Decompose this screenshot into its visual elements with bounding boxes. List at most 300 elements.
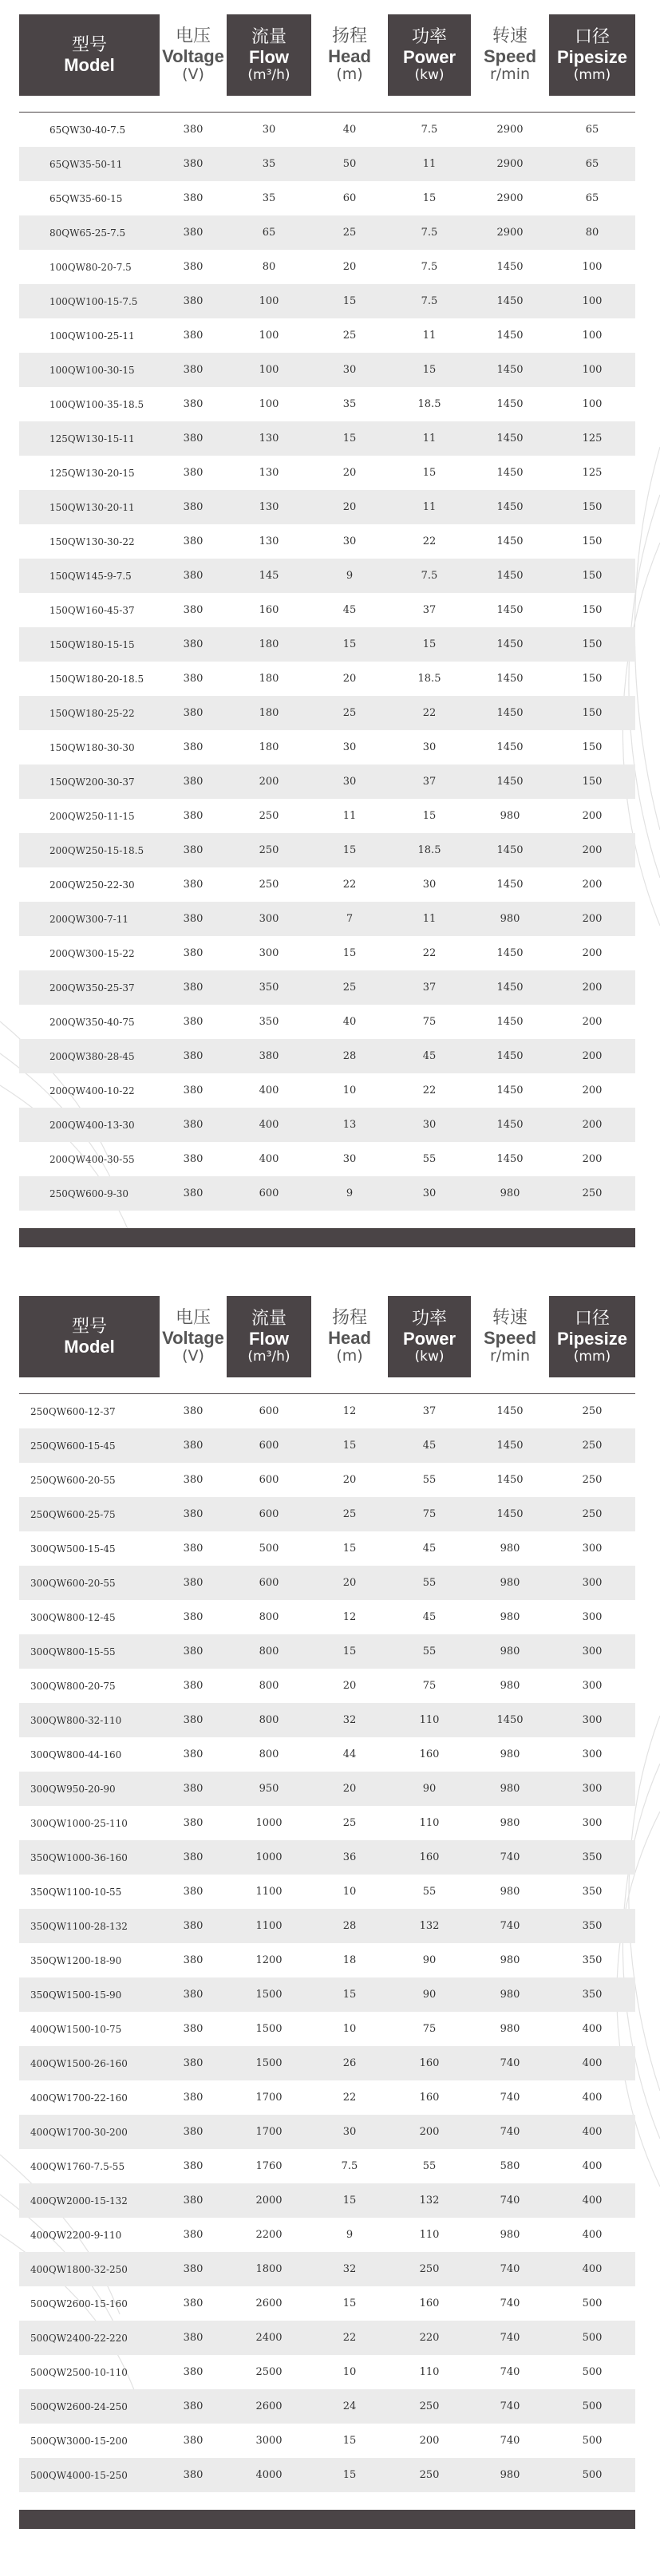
cell-power: 15	[422, 810, 437, 822]
cell-voltage: 380	[183, 398, 204, 410]
cell-head: 24	[342, 2400, 357, 2412]
cell-model: 300QW800-20-75	[30, 1680, 116, 1692]
cell-speed: 980	[500, 1577, 520, 1589]
cell-power: 11	[422, 330, 437, 342]
cell-power: 90	[422, 1954, 437, 1966]
cell-flow: 600	[259, 1474, 279, 1486]
cell-power: 75	[422, 1016, 437, 1028]
cell-model: 400QW1760-7.5-55	[30, 2160, 125, 2172]
cell-head: 15	[342, 1543, 357, 1555]
cell-power: 75	[422, 1680, 437, 1692]
cell-power: 160	[419, 1748, 440, 1760]
header-underline	[19, 1377, 635, 1394]
cell-model: 400QW1500-10-75	[30, 2023, 122, 2035]
cell-head: 32	[342, 2263, 357, 2275]
cell-speed: 740	[500, 2195, 520, 2207]
table-row	[19, 799, 635, 833]
cell-power: 110	[419, 1817, 440, 1829]
cell-speed: 2900	[496, 124, 524, 136]
cell-speed: 1450	[496, 1085, 524, 1096]
cell-model: 200QW250-15-18.5	[49, 844, 144, 856]
cell-voltage: 380	[183, 2435, 204, 2447]
cell-voltage: 380	[183, 879, 204, 891]
cell-voltage: 380	[183, 433, 204, 444]
cell-model: 300QW800-15-55	[30, 1646, 116, 1657]
cell-model: 400QW1800-32-250	[30, 2263, 128, 2275]
cell-pipesize: 100	[582, 261, 603, 273]
cell-model: 500QW3000-15-200	[30, 2435, 128, 2447]
table-row	[19, 113, 635, 147]
table-row	[19, 1428, 635, 1463]
cell-speed: 580	[500, 2160, 520, 2172]
cell-speed: 740	[500, 2057, 520, 2069]
cell-power: 250	[419, 2469, 440, 2481]
cell-flow: 500	[259, 1543, 279, 1555]
cell-speed: 980	[500, 1989, 520, 2001]
table-row	[19, 765, 635, 799]
cell-flow: 65	[262, 227, 276, 239]
cell-flow: 250	[259, 810, 279, 822]
cell-power: 45	[422, 1543, 437, 1555]
cell-head: 15	[342, 2435, 357, 2447]
section-footer-bar	[19, 2510, 635, 2529]
cell-flow: 2600	[255, 2297, 283, 2309]
cell-model: 65QW35-60-15	[49, 192, 123, 204]
cell-pipesize: 250	[582, 1187, 603, 1199]
cell-flow: 100	[259, 330, 279, 342]
cell-pipesize: 300	[582, 1680, 603, 1692]
cell-flow: 1760	[255, 2160, 283, 2172]
cell-speed: 980	[500, 1611, 520, 1623]
header-power: 功率 Power (kw)	[388, 1296, 471, 1377]
cell-speed: 1450	[496, 1405, 524, 1417]
cell-power: 90	[422, 1783, 437, 1795]
cell-model: 350QW1200-18-90	[30, 1954, 122, 1966]
cell-flow: 1000	[255, 1851, 283, 1863]
cell-pipesize: 500	[582, 2400, 603, 2412]
table-body	[19, 1394, 635, 2492]
cell-model: 150QW130-30-22	[49, 535, 135, 547]
cell-pipesize: 500	[582, 2332, 603, 2344]
cell-model: 400QW2000-15-132	[30, 2195, 128, 2207]
cell-speed: 980	[500, 1680, 520, 1692]
cell-speed: 1450	[496, 1440, 524, 1452]
cell-power: 45	[422, 1611, 437, 1623]
cell-model: 300QW950-20-90	[30, 1783, 116, 1795]
table-row	[19, 1394, 635, 1428]
header-voltage: 电压 Voltage (V)	[160, 1296, 227, 1377]
cell-flow: 300	[259, 913, 279, 925]
cell-speed: 1450	[496, 604, 524, 616]
cell-voltage: 380	[183, 1886, 204, 1898]
cell-model: 150QW160-45-37	[49, 604, 135, 616]
cell-voltage: 380	[183, 638, 204, 650]
cell-speed: 1450	[496, 879, 524, 891]
cell-head: 15	[342, 1440, 357, 1452]
cell-power: 200	[419, 2435, 440, 2447]
cell-power: 11	[422, 158, 437, 170]
cell-speed: 1450	[496, 364, 524, 376]
cell-power: 22	[422, 707, 437, 719]
cell-speed: 1450	[496, 535, 524, 547]
table-row	[19, 970, 635, 1005]
cell-flow: 800	[259, 1714, 279, 1726]
table-row	[19, 2149, 635, 2183]
cell-pipesize: 150	[582, 741, 603, 753]
cell-pipesize: 65	[585, 158, 599, 170]
cell-head: 40	[342, 124, 357, 136]
cell-speed: 1450	[496, 570, 524, 582]
cell-voltage: 380	[183, 604, 204, 616]
cell-speed: 980	[500, 810, 520, 822]
cell-flow: 35	[262, 158, 276, 170]
cell-pipesize: 500	[582, 2297, 603, 2309]
cell-pipesize: 200	[582, 1050, 603, 1062]
cell-pipesize: 200	[582, 1153, 603, 1165]
table-row	[19, 181, 635, 215]
cell-flow: 200	[259, 776, 279, 788]
cell-voltage: 380	[183, 1920, 204, 1932]
cell-speed: 740	[500, 1920, 520, 1932]
table-row	[19, 2115, 635, 2149]
cell-speed: 1450	[496, 1050, 524, 1062]
cell-head: 20	[342, 501, 357, 513]
cell-model: 500QW2400-22-220	[30, 2332, 128, 2344]
table-row	[19, 1531, 635, 1566]
cell-voltage: 380	[183, 1474, 204, 1486]
cell-voltage: 380	[183, 2057, 204, 2069]
cell-flow: 350	[259, 1016, 279, 1028]
cell-head: 10	[342, 1886, 357, 1898]
cell-head: 60	[342, 192, 357, 204]
cell-voltage: 380	[183, 1543, 204, 1555]
cell-flow: 35	[262, 192, 276, 204]
cell-model: 150QW180-15-15	[49, 638, 135, 650]
cell-flow: 180	[259, 741, 279, 753]
cell-flow: 1800	[255, 2263, 283, 2275]
cell-voltage: 380	[183, 741, 204, 753]
cell-model: 500QW2600-24-250	[30, 2400, 128, 2412]
cell-speed: 1450	[496, 638, 524, 650]
cell-speed: 740	[500, 2092, 520, 2104]
cell-power: 110	[419, 2229, 440, 2241]
cell-voltage: 380	[183, 1050, 204, 1062]
cell-pipesize: 150	[582, 673, 603, 685]
table-row	[19, 2046, 635, 2080]
cell-pipesize: 200	[582, 1085, 603, 1096]
cell-power: 160	[419, 1851, 440, 1863]
cell-voltage: 380	[183, 158, 204, 170]
cell-speed: 1450	[496, 982, 524, 994]
cell-head: 20	[342, 673, 357, 685]
table-row	[19, 1909, 635, 1943]
cell-head: 15	[342, 2297, 357, 2309]
cell-head: 7	[346, 913, 354, 925]
cell-pipesize: 65	[585, 192, 599, 204]
cell-model: 400QW1700-30-200	[30, 2126, 128, 2138]
cell-flow: 1500	[255, 2023, 283, 2035]
cell-flow: 600	[259, 1405, 279, 1417]
cell-voltage: 380	[183, 707, 204, 719]
cell-pipesize: 300	[582, 1577, 603, 1589]
cell-speed: 2900	[496, 158, 524, 170]
cell-pipesize: 300	[582, 1783, 603, 1795]
cell-pipesize: 150	[582, 501, 603, 513]
table-row	[19, 524, 635, 559]
cell-voltage: 380	[183, 1119, 204, 1131]
cell-speed: 1450	[496, 776, 524, 788]
cell-speed: 740	[500, 2297, 520, 2309]
cell-model: 200QW250-22-30	[49, 879, 135, 891]
cell-model: 125QW130-15-11	[49, 433, 135, 444]
cell-voltage: 380	[183, 261, 204, 273]
header-flow: 流量 Flow (m³/h)	[227, 14, 311, 96]
header-speed: 转速 Speed r/min	[471, 14, 549, 96]
table-row	[19, 1600, 635, 1634]
cell-model: 100QW80-20-7.5	[49, 261, 132, 273]
cell-head: 9	[346, 570, 354, 582]
cell-pipesize: 200	[582, 879, 603, 891]
cell-head: 10	[342, 2366, 357, 2378]
cell-flow: 800	[259, 1646, 279, 1657]
cell-model: 150QW180-30-30	[49, 741, 135, 753]
cell-head: 22	[342, 879, 357, 891]
cell-speed: 980	[500, 2229, 520, 2241]
cell-pipesize: 250	[582, 1474, 603, 1486]
cell-power: 7.5	[421, 570, 438, 582]
cell-model: 65QW35-50-11	[49, 158, 123, 170]
cell-head: 15	[342, 638, 357, 650]
cell-speed: 1450	[496, 261, 524, 273]
cell-flow: 3000	[255, 2435, 283, 2447]
cell-head: 26	[342, 2057, 357, 2069]
cell-voltage: 380	[183, 1783, 204, 1795]
cell-head: 10	[342, 2023, 357, 2035]
cell-voltage: 380	[183, 1954, 204, 1966]
cell-flow: 100	[259, 295, 279, 307]
cell-voltage: 380	[183, 2229, 204, 2241]
cell-head: 25	[342, 1817, 357, 1829]
cell-pipesize: 300	[582, 1748, 603, 1760]
cell-pipesize: 150	[582, 707, 603, 719]
cell-pipesize: 125	[582, 433, 603, 444]
table-body	[19, 113, 635, 1211]
table-row	[19, 1039, 635, 1073]
cell-voltage: 380	[183, 1187, 204, 1199]
cell-head: 36	[342, 1851, 357, 1863]
cell-voltage: 380	[183, 1440, 204, 1452]
cell-speed: 980	[500, 1187, 520, 1199]
cell-flow: 950	[259, 1783, 279, 1795]
cell-power: 37	[422, 776, 437, 788]
cell-flow: 400	[259, 1119, 279, 1131]
cell-pipesize: 350	[582, 1989, 603, 2001]
table-row	[19, 833, 635, 867]
cell-voltage: 380	[183, 1748, 204, 1760]
cell-pipesize: 200	[582, 1016, 603, 1028]
cell-pipesize: 100	[582, 330, 603, 342]
cell-head: 25	[342, 330, 357, 342]
table-header	[19, 14, 635, 96]
table-row	[19, 215, 635, 250]
cell-voltage: 380	[183, 913, 204, 925]
cell-voltage: 380	[183, 330, 204, 342]
cell-pipesize: 300	[582, 1543, 603, 1555]
cell-flow: 800	[259, 1680, 279, 1692]
table-row	[19, 902, 635, 936]
cell-flow: 130	[259, 467, 279, 479]
header-pipesize: 口径 Pipesize (mm)	[549, 1296, 635, 1377]
cell-speed: 1450	[496, 1474, 524, 1486]
cell-pipesize: 150	[582, 638, 603, 650]
table-row	[19, 2286, 635, 2321]
cell-head: 20	[342, 1577, 357, 1589]
table-row	[19, 2458, 635, 2492]
table-row	[19, 1772, 635, 1806]
cell-pipesize: 250	[582, 1440, 603, 1452]
cell-pipesize: 400	[582, 2160, 603, 2172]
cell-power: 160	[419, 2092, 440, 2104]
cell-head: 50	[342, 158, 357, 170]
cell-power: 55	[422, 1577, 437, 1589]
cell-head: 30	[342, 1153, 357, 1165]
cell-voltage: 380	[183, 810, 204, 822]
cell-flow: 1700	[255, 2126, 283, 2138]
cell-pipesize: 100	[582, 364, 603, 376]
cell-model: 100QW100-15-7.5	[49, 295, 138, 307]
cell-model: 200QW300-7-11	[49, 913, 128, 925]
cell-head: 12	[342, 1611, 357, 1623]
cell-speed: 1450	[496, 1016, 524, 1028]
cell-speed: 1450	[496, 673, 524, 685]
table-row	[19, 1943, 635, 1977]
table-row	[19, 1108, 635, 1142]
cell-power: 160	[419, 2297, 440, 2309]
cell-pipesize: 200	[582, 1119, 603, 1131]
cell-speed: 980	[500, 1886, 520, 1898]
cell-model: 500QW2500-10-110	[30, 2366, 128, 2378]
cell-speed: 2900	[496, 227, 524, 239]
table-row	[19, 490, 635, 524]
cell-voltage: 380	[183, 1508, 204, 1520]
cell-pipesize: 400	[582, 2229, 603, 2241]
cell-pipesize: 200	[582, 844, 603, 856]
table-row	[19, 1142, 635, 1176]
cell-model: 350QW1000-36-160	[30, 1851, 128, 1863]
cell-power: 160	[419, 2057, 440, 2069]
cell-flow: 1500	[255, 2057, 283, 2069]
cell-pipesize: 125	[582, 467, 603, 479]
cell-flow: 180	[259, 707, 279, 719]
table-row	[19, 1073, 635, 1108]
cell-speed: 1450	[496, 1508, 524, 1520]
cell-head: 20	[342, 1474, 357, 1486]
cell-model: 125QW130-20-15	[49, 467, 135, 479]
cell-pipesize: 200	[582, 810, 603, 822]
cell-power: 18.5	[417, 673, 441, 685]
cell-power: 220	[419, 2332, 440, 2344]
cell-power: 37	[422, 604, 437, 616]
cell-power: 250	[419, 2263, 440, 2275]
cell-model: 200QW400-10-22	[49, 1085, 135, 1096]
cell-pipesize: 500	[582, 2469, 603, 2481]
cell-speed: 980	[500, 1748, 520, 1760]
cell-voltage: 380	[183, 2195, 204, 2207]
cell-model: 250QW600-15-45	[30, 1440, 116, 1452]
cell-voltage: 380	[183, 1577, 204, 1589]
cell-speed: 1450	[496, 741, 524, 753]
table-row	[19, 627, 635, 662]
section-footer-bar	[19, 1228, 635, 1247]
cell-model: 300QW800-12-45	[30, 1611, 116, 1623]
cell-head: 7.5	[341, 2160, 358, 2172]
table-row	[19, 730, 635, 765]
cell-speed: 740	[500, 1851, 520, 1863]
cell-pipesize: 200	[582, 982, 603, 994]
cell-voltage: 380	[183, 1016, 204, 1028]
cell-pipesize: 300	[582, 1611, 603, 1623]
cell-model: 300QW800-32-110	[30, 1714, 122, 1726]
cell-head: 30	[342, 2126, 357, 2138]
cell-voltage: 380	[183, 535, 204, 547]
cell-power: 55	[422, 1886, 437, 1898]
cell-power: 37	[422, 1405, 437, 1417]
cell-speed: 1450	[496, 330, 524, 342]
cell-model: 250QW600-25-75	[30, 1508, 116, 1520]
cell-power: 18.5	[417, 844, 441, 856]
cell-voltage: 380	[183, 2160, 204, 2172]
header-underline	[19, 96, 635, 113]
cell-speed: 980	[500, 2023, 520, 2035]
cell-pipesize: 350	[582, 1886, 603, 1898]
cell-model: 150QW200-30-37	[49, 776, 135, 788]
cell-power: 55	[422, 2160, 437, 2172]
cell-speed: 980	[500, 1817, 520, 1829]
spec-table-2	[19, 1296, 635, 2529]
cell-speed: 740	[500, 2263, 520, 2275]
cell-head: 30	[342, 776, 357, 788]
cell-flow: 400	[259, 1153, 279, 1165]
cell-model: 100QW100-30-15	[49, 364, 135, 376]
cell-speed: 1450	[496, 1714, 524, 1726]
table-row	[19, 2183, 635, 2218]
table-row	[19, 1634, 635, 1669]
cell-head: 20	[342, 1783, 357, 1795]
cell-speed: 1450	[496, 433, 524, 444]
cell-flow: 250	[259, 879, 279, 891]
cell-model: 350QW1100-28-132	[30, 1920, 128, 1932]
cell-flow: 600	[259, 1187, 279, 1199]
cell-head: 20	[342, 467, 357, 479]
cell-flow: 2400	[255, 2332, 283, 2344]
cell-flow: 2000	[255, 2195, 283, 2207]
cell-voltage: 380	[183, 1153, 204, 1165]
cell-flow: 80	[262, 261, 276, 273]
cell-model: 150QW130-20-11	[49, 501, 135, 513]
cell-model: 400QW2200-9-110	[30, 2229, 122, 2241]
header-flow: 流量 Flow (m³/h)	[227, 1296, 311, 1377]
cell-speed: 980	[500, 2469, 520, 2481]
cell-flow: 145	[259, 570, 279, 582]
cell-flow: 800	[259, 1611, 279, 1623]
header-head: 扬程 Head (m)	[311, 14, 388, 96]
cell-model: 300QW800-44-160	[30, 1748, 122, 1760]
cell-model: 150QW180-25-22	[49, 707, 135, 719]
cell-head: 12	[342, 1405, 357, 1417]
cell-head: 25	[342, 707, 357, 719]
cell-voltage: 380	[183, 570, 204, 582]
cell-pipesize: 300	[582, 1646, 603, 1657]
